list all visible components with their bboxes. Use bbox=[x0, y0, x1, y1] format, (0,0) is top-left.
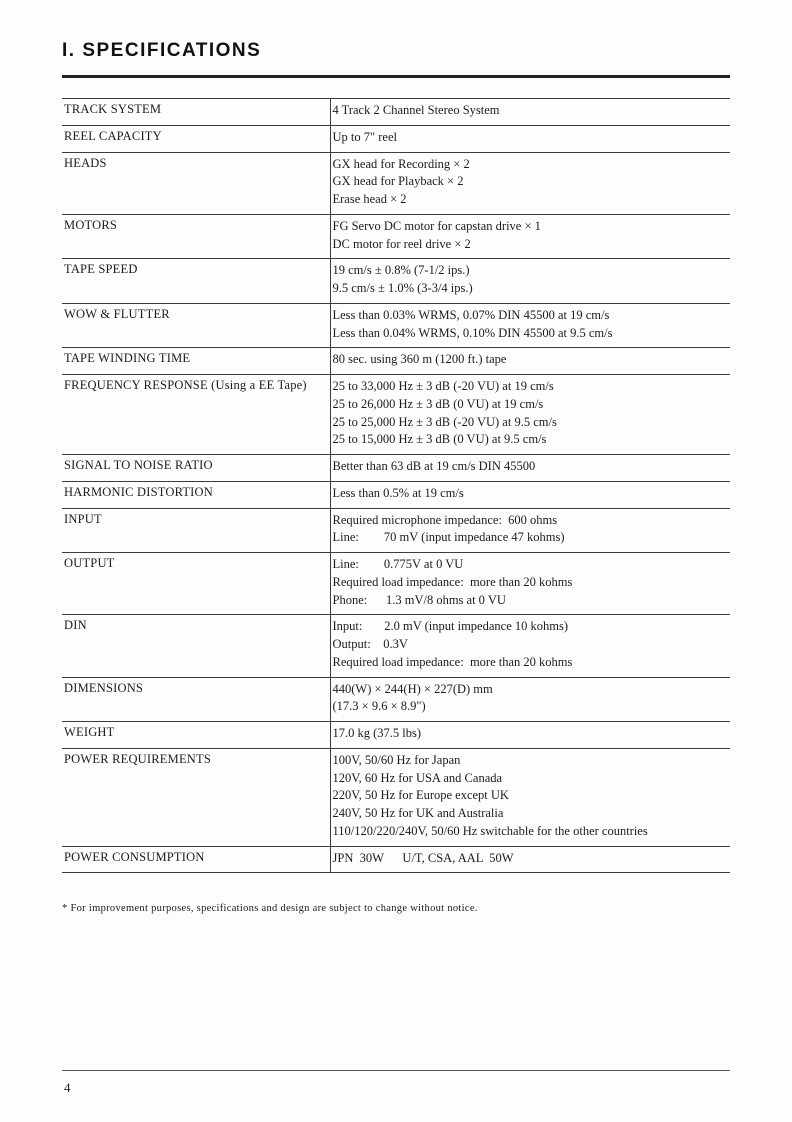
spec-label: HEADS bbox=[62, 152, 330, 214]
spec-value-line: Required load impedance: more than 20 kohms bbox=[332, 654, 573, 669]
spec-value-line: Better than 63 dB at 19 cm/s DIN 45500 bbox=[332, 459, 536, 473]
spec-value-line: 120V, 60 Hz for USA and Canada bbox=[332, 770, 503, 785]
spec-value-line: 100V, 50/60 Hz for Japan bbox=[332, 752, 461, 767]
spec-label: SIGNAL TO NOISE RATIO bbox=[62, 455, 330, 482]
spec-value-line: FG Servo DC motor for capstan drive × 1 bbox=[332, 218, 541, 233]
spec-value bbox=[330, 214, 730, 259]
page-number: 4 bbox=[64, 1080, 71, 1095]
spec-label: REEL CAPACITY bbox=[62, 125, 330, 152]
spec-value-line: 25 to 15,000 Hz ± 3 dB (0 VU) at 9.5 cm/s bbox=[332, 432, 547, 447]
spec-value bbox=[330, 748, 730, 846]
spec-label: DIN bbox=[62, 615, 330, 677]
spec-row bbox=[62, 481, 730, 508]
spec-value-line: Required load impedance: more than 20 kohms bbox=[332, 574, 573, 589]
spec-row bbox=[62, 846, 730, 873]
spec-value-line: 80 sec. using 360 m (1200 ft.) tape bbox=[332, 352, 507, 367]
footnote: * For improvement purposes, specifications and design are subject to change without notice. bbox=[62, 903, 478, 915]
spec-value bbox=[330, 125, 730, 152]
spec-label: OUTPUT bbox=[62, 553, 330, 615]
spec-label: TAPE SPEED bbox=[62, 259, 330, 304]
spec-label: TAPE WINDING TIME bbox=[62, 348, 330, 375]
spec-row bbox=[62, 214, 730, 259]
spec-table-body bbox=[62, 99, 730, 873]
spec-value bbox=[330, 481, 730, 508]
spec-row bbox=[62, 615, 730, 677]
spec-value bbox=[330, 152, 730, 214]
spec-value-line: (17.3 × 9.6 × 8.9") bbox=[332, 699, 426, 714]
spec-value-line: Line: 70 mV (input impedance 47 kohms) bbox=[332, 530, 565, 545]
spec-row bbox=[62, 375, 730, 455]
spec-row bbox=[62, 508, 730, 553]
spec-label: MOTORS bbox=[62, 214, 330, 259]
spec-value bbox=[330, 303, 730, 348]
spec-value-line: 220V, 50 Hz for Europe except UK bbox=[332, 788, 509, 803]
specifications-table bbox=[62, 98, 730, 873]
spec-row bbox=[62, 677, 730, 722]
spec-value bbox=[330, 677, 730, 722]
page-content bbox=[62, 0, 730, 914]
spec-value-line: Less than 0.03% WRMS, 0.07% DIN 45500 at 19 cm/s bbox=[332, 307, 610, 322]
spec-value-line: GX head for Playback × 2 bbox=[332, 174, 464, 189]
spec-label: DIMENSIONS bbox=[62, 677, 330, 722]
spec-row bbox=[62, 722, 730, 749]
spec-value bbox=[330, 615, 730, 677]
spec-value-line: GX head for Recording × 2 bbox=[332, 156, 470, 171]
spec-label: WOW & FLUTTER bbox=[62, 303, 330, 348]
spec-label: TRACK SYSTEM bbox=[62, 99, 330, 126]
spec-value-line: 4 Track 2 Channel Stereo System bbox=[332, 103, 500, 117]
spec-row bbox=[62, 748, 730, 846]
spec-value-line: Required microphone impedance: 600 ohms bbox=[332, 512, 558, 527]
spec-label: WEIGHT bbox=[62, 722, 330, 749]
spec-value-line: 17.0 kg (37.5 lbs) bbox=[332, 726, 422, 740]
spec-row bbox=[62, 553, 730, 615]
spec-value-line: Less than 0.04% WRMS, 0.10% DIN 45500 at 9.5 cm/s bbox=[332, 325, 613, 340]
spec-label: INPUT bbox=[62, 508, 330, 553]
spec-value bbox=[330, 348, 730, 375]
spec-value bbox=[330, 455, 730, 482]
spec-value-line: 25 to 25,000 Hz ± 3 dB (-20 VU) at 9.5 cm/s bbox=[332, 414, 557, 429]
spec-value-line: Up to 7" reel bbox=[332, 129, 397, 144]
spec-value-line: Phone: 1.3 mV/8 ohms at 0 VU bbox=[332, 592, 506, 607]
spec-value bbox=[330, 375, 730, 455]
spec-value bbox=[330, 846, 730, 873]
spec-value bbox=[330, 508, 730, 553]
spec-label: POWER REQUIREMENTS bbox=[62, 748, 330, 846]
spec-value bbox=[330, 722, 730, 749]
spec-value bbox=[330, 553, 730, 615]
page-title: I. SPECIFICATIONS bbox=[62, 40, 262, 61]
spec-value-line: 110/120/220/240V, 50/60 Hz switchable for the other countries bbox=[332, 823, 648, 838]
spec-label: HARMONIC DISTORTION bbox=[62, 481, 330, 508]
spec-value-line: 240V, 50 Hz for UK and Australia bbox=[332, 806, 504, 820]
spec-label: FREQUENCY RESPONSE (Using a EE Tape) bbox=[62, 375, 330, 455]
spec-value-line: Less than 0.5% at 19 cm/s bbox=[332, 485, 464, 500]
spec-value-line: 9.5 cm/s ± 1.0% (3-3/4 ips.) bbox=[332, 281, 473, 295]
spec-value-line: JPN 30W U/T, CSA, AAL 50W bbox=[332, 850, 514, 865]
spec-value-line: Line: 0.775V at 0 VU bbox=[332, 557, 464, 571]
spec-row bbox=[62, 303, 730, 348]
spec-value-line: Output: 0.3V bbox=[332, 637, 408, 651]
spec-value-line: Erase head × 2 bbox=[332, 192, 407, 206]
spec-row bbox=[62, 455, 730, 482]
spec-row bbox=[62, 348, 730, 375]
spec-row bbox=[62, 125, 730, 152]
spec-row bbox=[62, 259, 730, 304]
spec-value-line: DC motor for reel drive × 2 bbox=[332, 236, 471, 251]
spec-value bbox=[330, 259, 730, 304]
spec-value-line: 25 to 26,000 Hz ± 3 dB (0 VU) at 19 cm/s bbox=[332, 396, 544, 411]
spec-row bbox=[62, 99, 730, 126]
spec-value-line: Input: 2.0 mV (input impedance 10 kohms) bbox=[332, 619, 569, 634]
spec-row bbox=[62, 152, 730, 214]
spec-value bbox=[330, 99, 730, 126]
spec-value-line: 19 cm/s ± 0.8% (7-1/2 ips.) bbox=[332, 263, 470, 278]
spec-value-line: 25 to 33,000 Hz ± 3 dB (-20 VU) at 19 cm/s bbox=[332, 379, 554, 393]
footer-rule bbox=[62, 1070, 730, 1071]
spec-label: POWER CONSUMPTION bbox=[62, 846, 330, 873]
spec-value-line: 440(W) × 244(H) × 227(D) mm bbox=[332, 681, 493, 696]
title-rule bbox=[62, 75, 730, 78]
